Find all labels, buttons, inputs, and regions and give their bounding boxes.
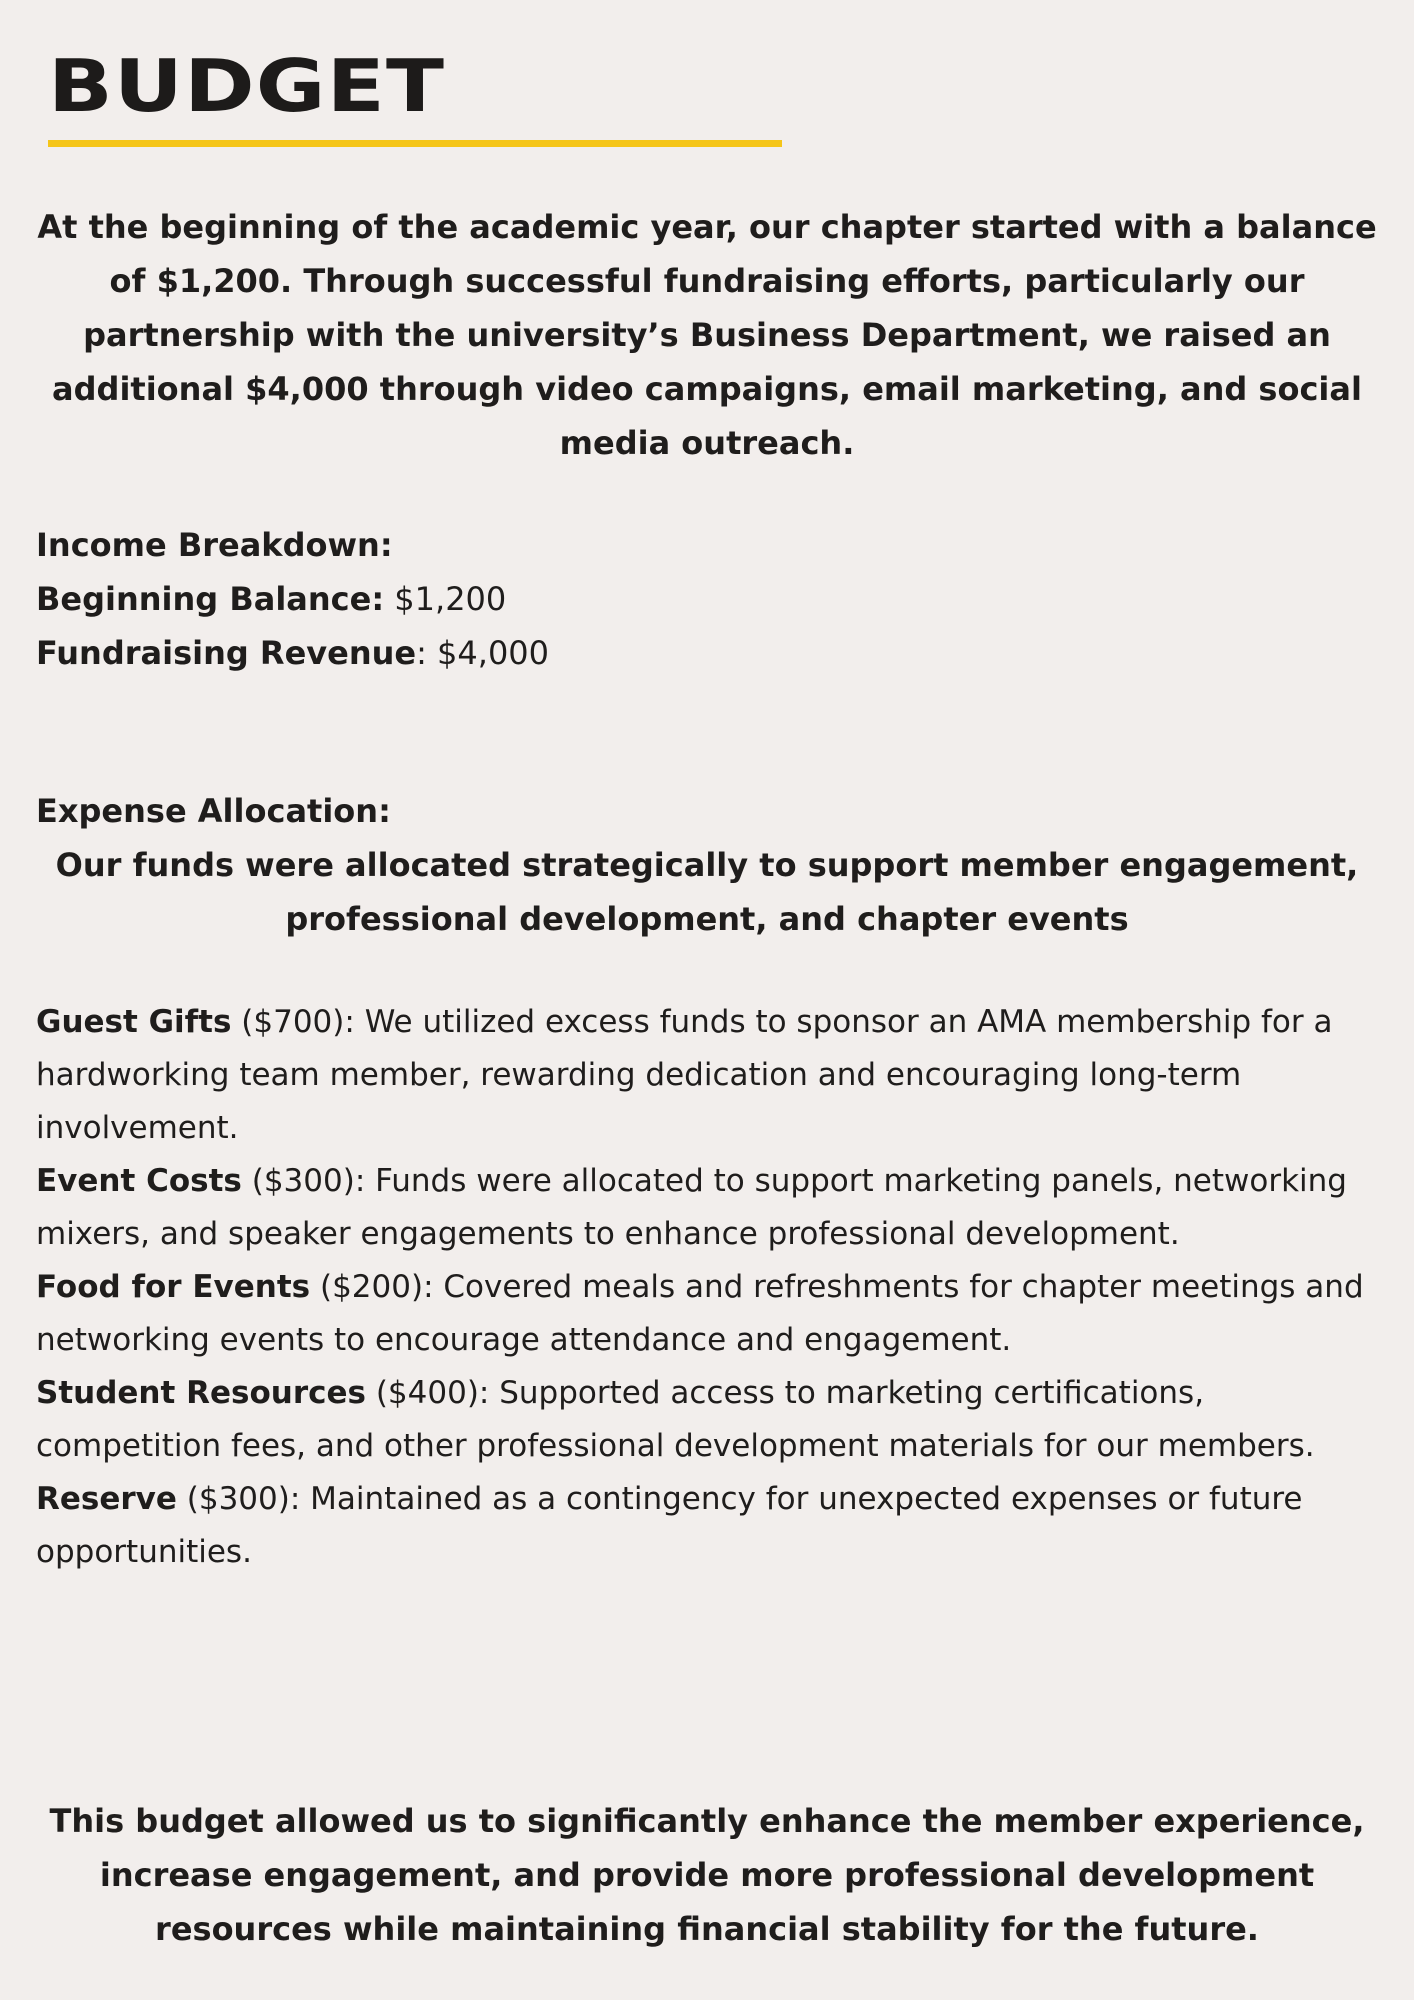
- income-row-beginning-balance: [36, 572, 1376, 626]
- expense-description: : Supported access to marketing certifications, competition fees, and other professional development materials for our members.: [36, 1375, 1315, 1464]
- income-separator: :: [416, 634, 438, 672]
- expense-description: : Funds were allocated to support marketing panels, networking mixers, and speaker engagements to enhance professional development.: [36, 1163, 1347, 1252]
- expense-item-guest-gifts: [36, 996, 1381, 1155]
- expense-name: Food for Events: [36, 1269, 311, 1305]
- income-row-fundraising-revenue: [36, 626, 1376, 680]
- title-underline: [48, 140, 782, 147]
- expense-name: Student Resources: [36, 1375, 366, 1411]
- expense-description: : Covered meals and refreshments for chapter meetings and networking events to encourage attendance and engagement.: [36, 1269, 1364, 1358]
- expense-amount: ($300): [186, 1481, 290, 1517]
- intro-paragraph: At the beginning of the academic year, our chapter started with a balance of $1,200. Through successful fundraising efforts, particularly our partnership with the university’s Business Department, we raised an additional $4,000 through video campaigns, email marketing, and social media outreach.: [37, 208, 1377, 462]
- expense-description: : We utilized excess funds to sponsor an AMA membership for a hardworking team member, rewarding dedication and encouraging long-term involvement.: [36, 1004, 1333, 1146]
- income-value: $4,000: [437, 634, 550, 672]
- closing-paragraph: This budget allowed us to significantly enhance the member experience, increase engagement, and provide more professional development resources while maintaining financial stability for the future.: [49, 1802, 1365, 1948]
- expense-intro: Our funds were allocated strategically to support member engagement, professional development, and chapter events: [55, 846, 1359, 938]
- page-title: BUDGET: [48, 44, 446, 128]
- expense-name: Event Costs: [36, 1163, 242, 1199]
- income-label: Beginning Balance:: [36, 580, 385, 618]
- expense-item-student-resources: [36, 1367, 1381, 1473]
- income-breakdown: [36, 518, 1376, 680]
- expense-item-event-costs: [36, 1155, 1381, 1261]
- income-label: Fundraising Revenue: [36, 634, 417, 672]
- expense-name: Guest Gifts: [36, 1004, 232, 1040]
- expense-item-food-for-events: [36, 1261, 1381, 1367]
- expense-item-reserve: [36, 1473, 1381, 1579]
- expense-amount: ($300): [251, 1163, 355, 1199]
- income-heading: Income Breakdown:: [36, 526, 393, 564]
- expense-name: Reserve: [36, 1481, 177, 1517]
- expense-amount: ($200): [319, 1269, 424, 1305]
- expense-amount: ($400): [375, 1375, 479, 1411]
- income-value: $1,200: [394, 580, 507, 618]
- expense-amount: ($700): [241, 1004, 345, 1040]
- expense-description: : Maintained as a contingency for unexpected expenses or future opportunities.: [36, 1481, 1303, 1570]
- expense-list: [36, 996, 1381, 1579]
- expense-heading: Expense Allocation:: [36, 792, 391, 830]
- income-separator: [384, 580, 394, 618]
